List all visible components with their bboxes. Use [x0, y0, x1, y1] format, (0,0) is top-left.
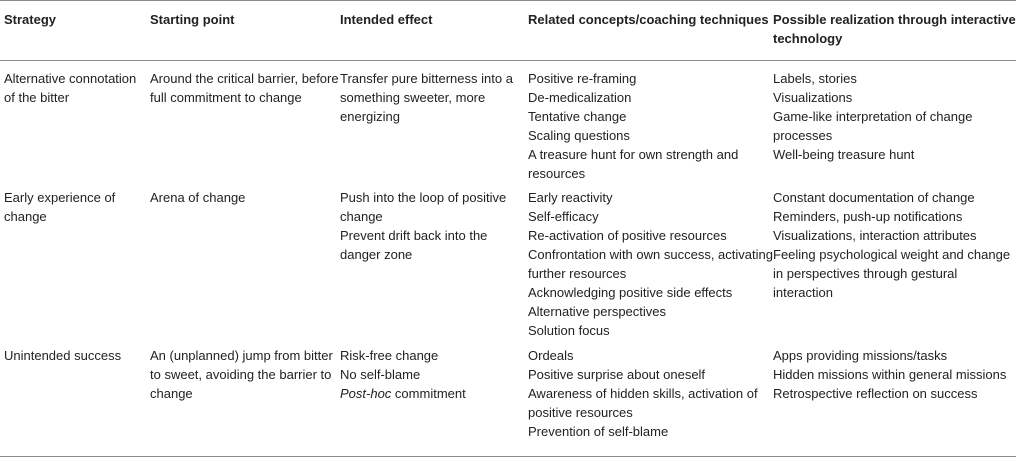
realization-item: Constant documentation of change [773, 190, 975, 205]
cell-realization [773, 61, 1016, 184]
cell-strategy: Unintended success [0, 340, 150, 456]
concept-item: Ordeals [528, 348, 574, 363]
header-strategy: Strategy [0, 1, 150, 61]
cell-starting-point: Arena of change [150, 190, 246, 205]
cell-realization [773, 183, 1016, 340]
concept-item: Awareness of hidden skills, activation of positive resources [528, 386, 758, 420]
intended-effect-item: No self-blame [340, 367, 421, 382]
concept-item: Confrontation with own success, activating further resources [528, 247, 773, 281]
concept-item: Acknowledging positive side effects [528, 285, 733, 300]
concept-item: Tentative change [528, 109, 627, 124]
table-row [0, 340, 1016, 456]
intended-effect-item: Push into the loop of positive change [340, 190, 507, 224]
intended-effect-item [340, 384, 528, 403]
header-intended-effect: Intended effect [340, 1, 528, 61]
cell-concepts [528, 183, 773, 340]
cell-intended-effect [340, 183, 528, 340]
cell-starting-point: Around the critical barrier, before full commitment to change [150, 71, 339, 105]
header-related-concepts: Related concepts/coaching techniques [528, 1, 773, 61]
concept-item: Prevention of self-blame [528, 424, 669, 439]
concept-item: Positive surprise about oneself [528, 367, 706, 382]
concept-item: De-medicalization [528, 90, 632, 105]
realization-item: Visualizations [773, 90, 853, 105]
realization-item: Apps providing missions/tasks [773, 348, 948, 363]
intended-effect-item: Prevent drift back into the danger zone [340, 228, 488, 262]
table-row [0, 61, 1016, 184]
header-possible-realization: Possible realization through interactive technology [773, 1, 1016, 61]
concept-item: Re-activation of positive resources [528, 228, 727, 243]
cell-strategy: Alternative connotation of the bitter [4, 71, 137, 105]
cell-intended-effect [340, 340, 528, 456]
realization-item: Well-being treasure hunt [773, 147, 915, 162]
intended-effect-item: Risk-free change [340, 348, 439, 363]
header-starting-point: Starting point [150, 1, 340, 61]
realization-item: Labels, stories [773, 71, 857, 86]
table-row [0, 183, 1016, 340]
concept-item: Positive re-framing [528, 71, 637, 86]
intended-effect-rest: commitment [391, 386, 466, 401]
concept-item: Scaling questions [528, 128, 630, 143]
realization-item: Reminders, push-up notifications [773, 209, 963, 224]
cell-concepts [528, 340, 773, 456]
intended-effect-item: Transfer pure bitterness into a something sweeter, more energizing [340, 71, 513, 124]
realization-item: Feeling psychological weight and change in perspectives through gestural interaction [773, 247, 1011, 300]
concept-item: A treasure hunt for own strength and resources [528, 147, 739, 181]
cell-intended-effect [340, 61, 528, 184]
realization-item: Retrospective reflection on success [773, 386, 978, 401]
concept-item: Early reactivity [528, 190, 613, 205]
realization-item: Game-like interpretation of change processes [773, 109, 973, 143]
table-header-row [0, 1, 1016, 61]
concept-item: Self-efficacy [528, 209, 599, 224]
cell-realization [773, 340, 1016, 456]
concept-item: Solution focus [528, 323, 610, 338]
realization-item: Visualizations, interaction attributes [773, 228, 977, 243]
cell-starting-point: An (unplanned) jump from bitter to sweet, avoiding the barrier to change [150, 340, 340, 456]
cell-concepts [528, 61, 773, 184]
intended-effect-italic: Post-hoc [340, 386, 392, 401]
realization-item: Hidden missions within general missions [773, 367, 1007, 382]
cell-strategy: Early experience of change [4, 190, 116, 224]
concept-item: Alternative perspectives [528, 304, 667, 319]
